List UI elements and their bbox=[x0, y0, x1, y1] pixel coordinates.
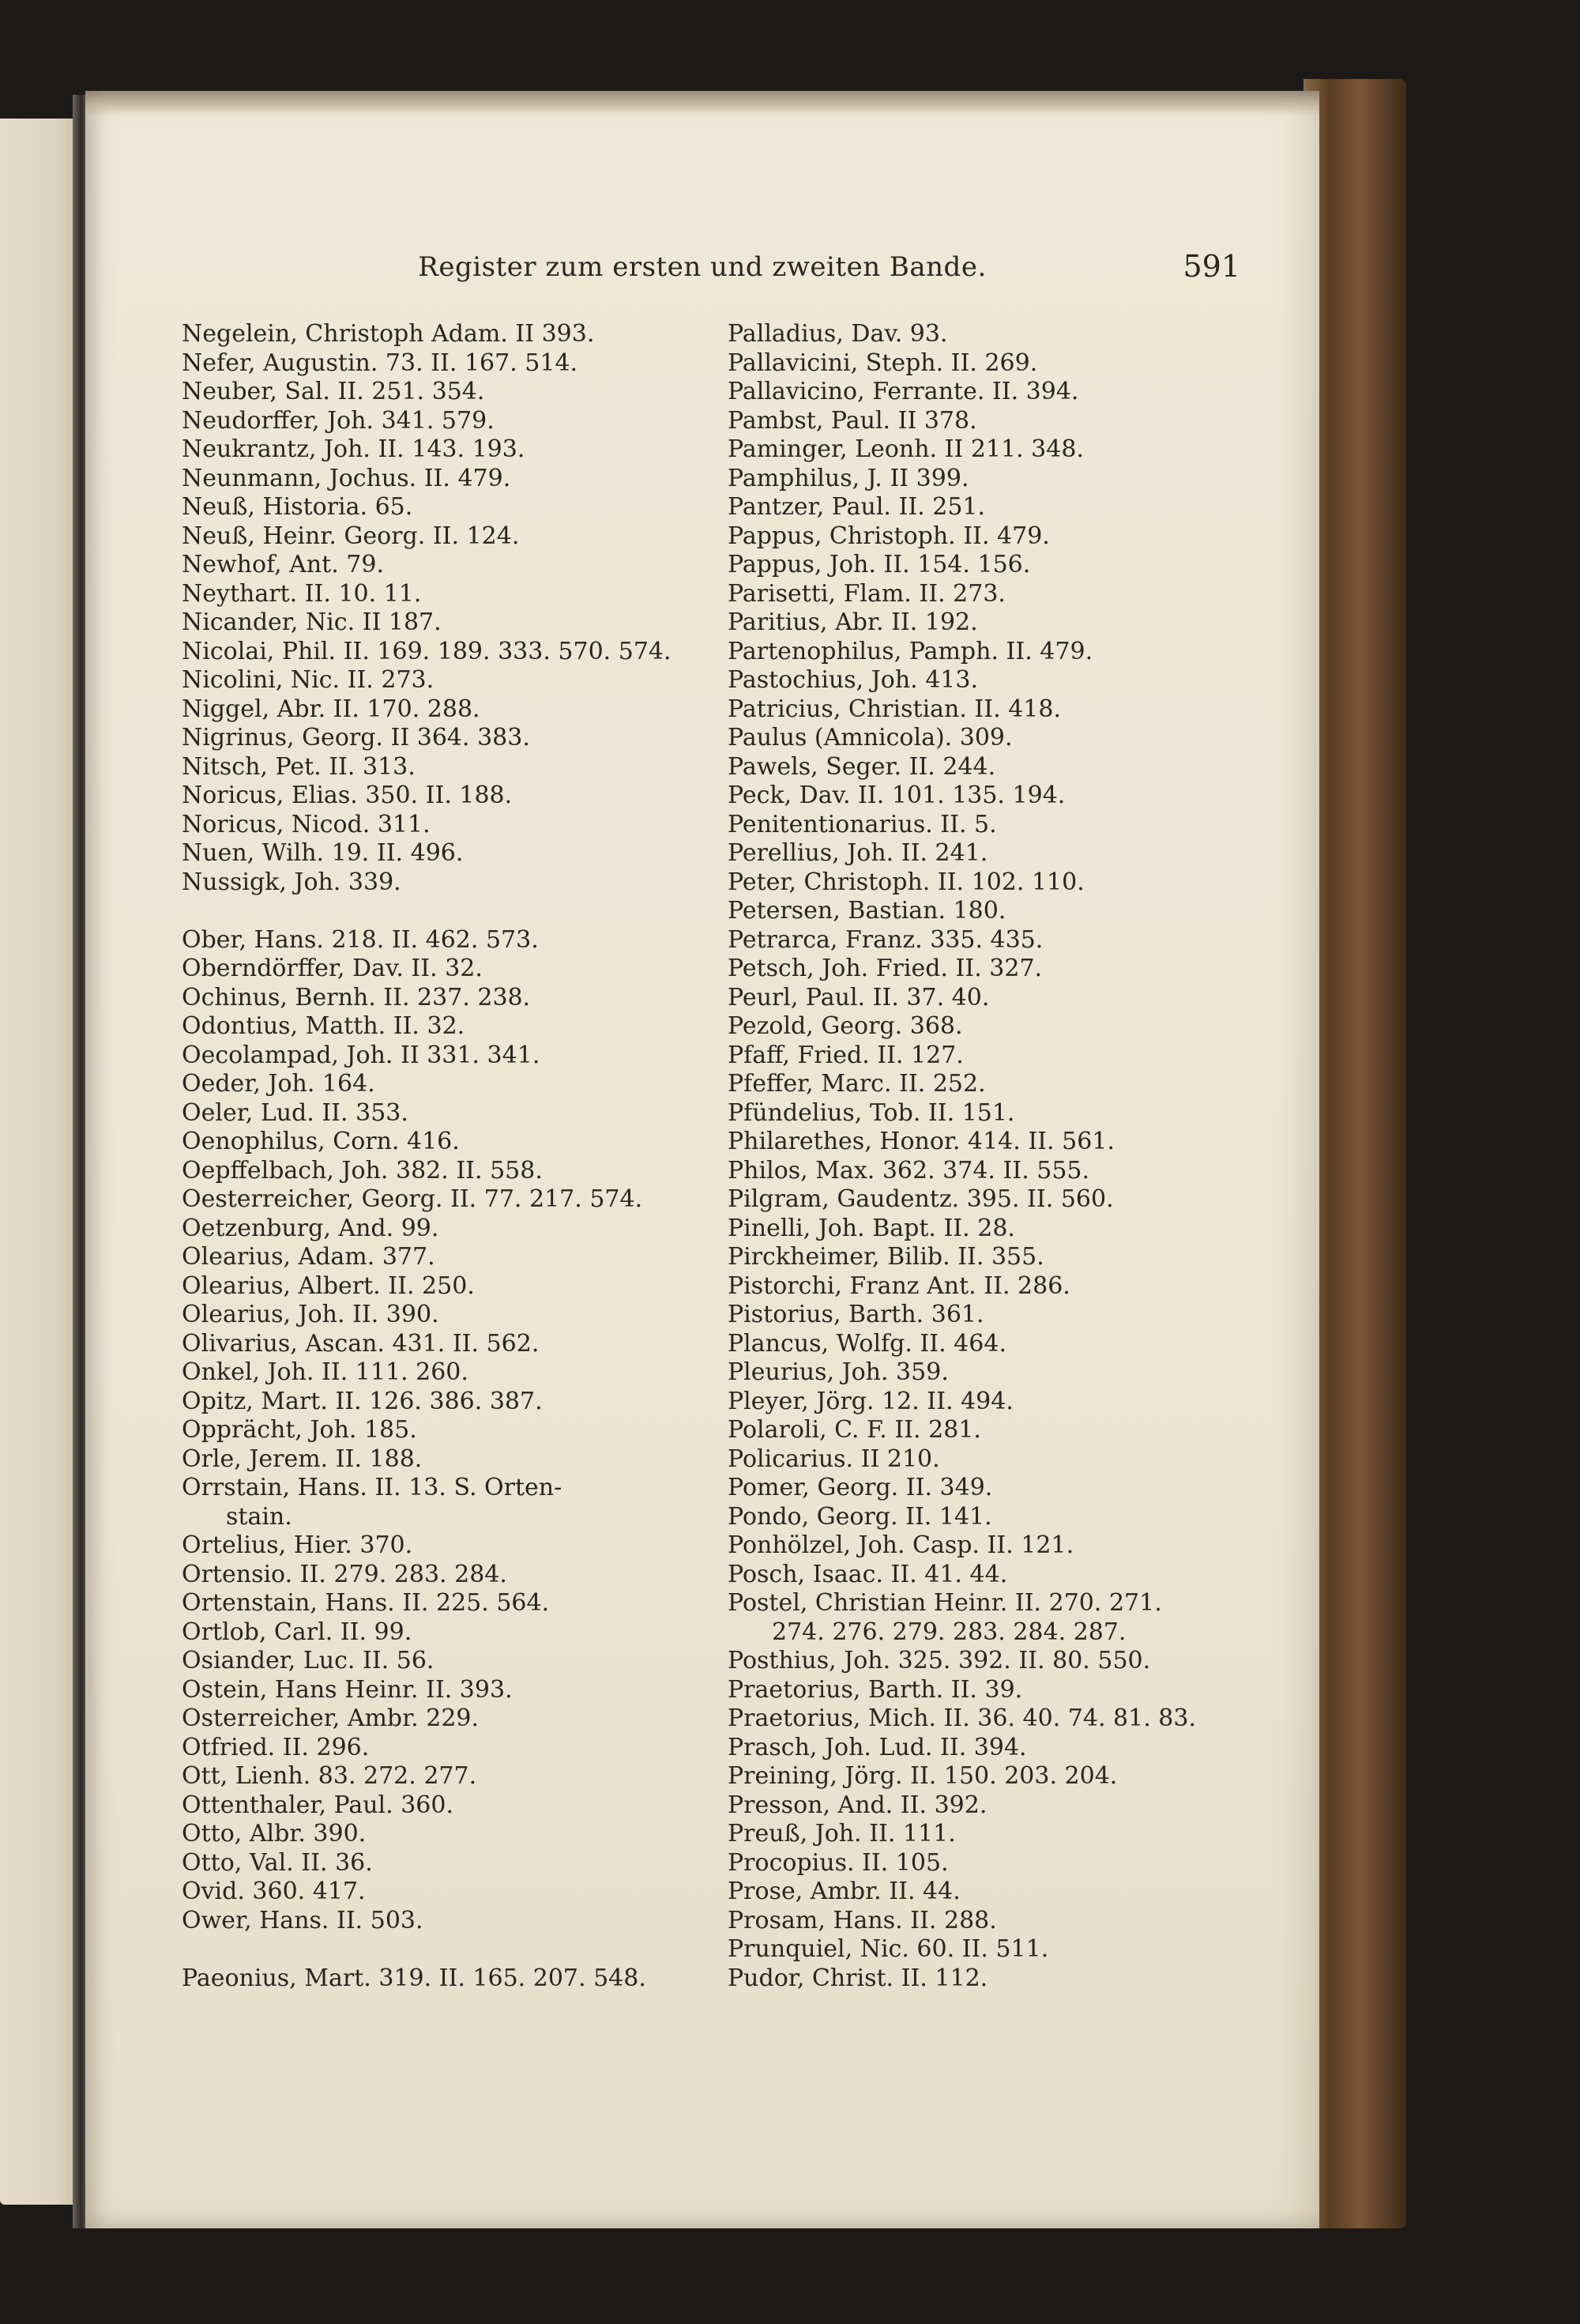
index-entry: Perellius, Joh. II. 241. bbox=[728, 839, 988, 867]
index-entry: Policarius. II 210. bbox=[728, 1444, 940, 1473]
index-entry: Olivarius, Ascan. 431. II. 562. bbox=[182, 1329, 540, 1358]
index-entry: Pappus, Christoph. II. 479. bbox=[728, 522, 1050, 550]
index-entry: Oesterreicher, Georg. II. 77. 217. 574. bbox=[182, 1185, 643, 1213]
index-entry: Neudorffer, Joh. 341. 579. bbox=[182, 406, 495, 435]
index-entry: Neuß, Historia. 65. bbox=[182, 493, 413, 521]
index-entry: Ott, Lienh. 83. 272. 277. bbox=[182, 1762, 477, 1790]
index-entry: Neuß, Heinr. Georg. II. 124. bbox=[182, 522, 520, 550]
index-entry: Partenophilus, Pamph. II. 479. bbox=[728, 637, 1093, 665]
index-entry: Paminger, Leonh. II 211. 348. bbox=[728, 435, 1084, 463]
index-entry: Paulus (Amnicola). 309. bbox=[728, 724, 1013, 751]
index-entry: Patricius, Christian. II. 418. bbox=[728, 695, 1062, 723]
index-entry: Pudor, Christ. II. 112. bbox=[728, 1964, 988, 1992]
index-entry: Postel, Christian Heinr. II. 270. 271. bbox=[728, 1589, 1162, 1617]
index-entry: Pantzer, Paul. II. 251. bbox=[728, 493, 986, 521]
index-entry: Palladius, Dav. 93. bbox=[728, 320, 948, 348]
section-gap bbox=[182, 897, 672, 926]
index-entry: Ortenstain, Hans. II. 225. 564. bbox=[182, 1589, 550, 1617]
index-entry: Pomer, Georg. II. 349. bbox=[728, 1474, 993, 1501]
index-entry: Petrarca, Franz. 335. 435. bbox=[728, 925, 1044, 954]
index-entry: Ortelius, Hier. 370. bbox=[182, 1531, 413, 1559]
index-entry: Polaroli, C. F. II. 281. bbox=[728, 1416, 981, 1444]
index-entry: Nicolini, Nic. II. 273. bbox=[182, 666, 434, 694]
index-entry: Ponhölzel, Joh. Casp. II. 121. bbox=[728, 1531, 1074, 1559]
index-entry: Pastochius, Joh. 413. bbox=[728, 666, 979, 694]
index-entry: Noricus, Nicod. 311. bbox=[182, 810, 431, 838]
index-entry: Neythart. II. 10. 11. bbox=[182, 579, 422, 608]
index-entry: Preining, Jörg. II. 150. 203. 204. bbox=[728, 1762, 1118, 1790]
index-entry: Oeder, Joh. 164. bbox=[182, 1070, 375, 1098]
index-entry: Pezold, Georg. 368. bbox=[728, 1012, 963, 1040]
index-column-right bbox=[728, 320, 1196, 1993]
index-entry: Praetorius, Barth. II. 39. bbox=[728, 1675, 1023, 1704]
index-entry: Petsch, Joh. Fried. II. 327. bbox=[728, 955, 1043, 982]
index-entry: Nussigk, Joh. 339. bbox=[182, 868, 401, 896]
index-entry: Otfried. II. 296. bbox=[182, 1733, 370, 1761]
index-entry: Ober, Hans. 218. II. 462. 573. bbox=[182, 925, 539, 954]
index-entry: Presson, And. II. 392. bbox=[728, 1791, 988, 1819]
index-entry: Ower, Hans. II. 503. bbox=[182, 1906, 423, 1934]
index-entry: Posch, Isaac. II. 41. 44. bbox=[728, 1560, 1008, 1588]
page-top-edge bbox=[85, 91, 1319, 116]
index-entry: Oepffelbach, Joh. 382. II. 558. bbox=[182, 1156, 543, 1185]
page-number: 591 bbox=[1183, 249, 1240, 284]
index-entry: Olearius, Adam. 377. bbox=[182, 1243, 435, 1271]
index-entry: Newhof, Ant. 79. bbox=[182, 551, 384, 578]
index-entry: Orrstain, Hans. II. 13. S. Orten- bbox=[182, 1474, 562, 1501]
index-entry: Olearius, Joh. II. 390. bbox=[182, 1301, 439, 1328]
index-entry: 274. 276. 279. 283. 284. 287. bbox=[772, 1618, 1127, 1646]
index-entry: Pleyer, Jörg. 12. II. 494. bbox=[728, 1387, 1014, 1415]
index-entry: Paeonius, Mart. 319. II. 165. 207. 548. bbox=[182, 1964, 646, 1992]
index-entry: Philarethes, Honor. 414. II. 561. bbox=[728, 1128, 1115, 1155]
index-entry: Pilgram, Gaudentz. 395. II. 560. bbox=[728, 1185, 1114, 1213]
index-entry: Ortlob, Carl. II. 99. bbox=[182, 1618, 412, 1646]
index-entry: Prunquiel, Nic. 60. II. 511. bbox=[728, 1935, 1049, 1963]
index-entry: Opitz, Mart. II. 126. 386. 387. bbox=[182, 1387, 543, 1415]
index-entry: Pallavicini, Steph. II. 269. bbox=[728, 348, 1038, 377]
index-entry: Pleurius, Joh. 359. bbox=[728, 1358, 949, 1386]
index-entry: Peck, Dav. II. 101. 135. 194. bbox=[728, 782, 1066, 809]
index-entry: Ovid. 360. 417. bbox=[182, 1878, 366, 1905]
index-entry: stain. bbox=[226, 1502, 292, 1531]
index-entry: Pambst, Paul. II 378. bbox=[728, 406, 977, 435]
index-entry: Otto, Val. II. 36. bbox=[182, 1848, 373, 1877]
index-entry: Ortensio. II. 279. 283. 284. bbox=[182, 1560, 507, 1588]
index-entry: Onkel, Joh. II. 111. 260. bbox=[182, 1358, 468, 1386]
index-entry: Peter, Christoph. II. 102. 110. bbox=[728, 868, 1085, 896]
index-entry: Oetzenburg, And. 99. bbox=[182, 1214, 439, 1242]
index-entry: Neunmann, Jochus. II. 479. bbox=[182, 464, 511, 492]
section-gap bbox=[182, 1935, 672, 1964]
index-entry: Pfündelius, Tob. II. 151. bbox=[728, 1098, 1015, 1127]
index-entry: Oenophilus, Corn. 416. bbox=[182, 1128, 460, 1155]
index-entry: Pistorchi, Franz Ant. II. 286. bbox=[728, 1271, 1070, 1300]
index-entry: Philos, Max. 362. 374. II. 555. bbox=[728, 1156, 1090, 1185]
index-entry: Pirckheimer, Bilib. II. 355. bbox=[728, 1243, 1044, 1271]
index-entry: Preuß, Joh. II. 111. bbox=[728, 1820, 956, 1848]
index-entry: Orle, Jerem. II. 188. bbox=[182, 1444, 423, 1473]
index-entry: Paritius, Abr. II. 192. bbox=[728, 608, 978, 636]
index-entry: Praetorius, Mich. II. 36. 40. 74. 81. 83. bbox=[728, 1704, 1196, 1732]
index-entry: Pawels, Seger. II. 244. bbox=[728, 752, 996, 781]
index-entry: Oecolampad, Joh. II 331. 341. bbox=[182, 1041, 540, 1069]
index-entry: Pfeffer, Marc. II. 252. bbox=[728, 1070, 986, 1098]
index-entry: Opprächt, Joh. 185. bbox=[182, 1416, 417, 1444]
index-entry: Odontius, Matth. II. 32. bbox=[182, 1012, 465, 1040]
index-entry: Plancus, Wolfg. II. 464. bbox=[728, 1329, 1006, 1358]
index-entry: Nigrinus, Georg. II 364. 383. bbox=[182, 724, 530, 751]
index-entry: Oeler, Lud. II. 353. bbox=[182, 1098, 408, 1127]
index-entry: Nicolai, Phil. II. 169. 189. 333. 570. 574. bbox=[182, 637, 672, 665]
index-entry: Pamphilus, J. II 399. bbox=[728, 464, 969, 492]
index-entry: Peurl, Paul. II. 37. 40. bbox=[728, 983, 990, 1011]
index-entry: Nitsch, Pet. II. 313. bbox=[182, 752, 416, 781]
index-entry: Prasch, Joh. Lud. II. 394. bbox=[728, 1733, 1027, 1761]
index-entry: Parisetti, Flam. II. 273. bbox=[728, 579, 1006, 608]
index-entry: Pfaff, Fried. II. 127. bbox=[728, 1041, 964, 1069]
index-entry: Ottenthaler, Paul. 360. bbox=[182, 1791, 454, 1819]
index-column-left bbox=[182, 320, 672, 1993]
index-entry: Pinelli, Joh. Bapt. II. 28. bbox=[728, 1214, 1015, 1242]
index-entry: Posthius, Joh. 325. 392. II. 80. 550. bbox=[728, 1647, 1151, 1674]
index-entry: Osiander, Luc. II. 56. bbox=[182, 1647, 434, 1674]
index-entry: Osterreicher, Ambr. 229. bbox=[182, 1704, 480, 1732]
index-entry: Neukrantz, Joh. II. 143. 193. bbox=[182, 435, 525, 463]
running-head: Register zum ersten und zweiten Bande. bbox=[418, 251, 987, 283]
index-entry: Pistorius, Barth. 361. bbox=[728, 1301, 984, 1328]
index-entry: Niggel, Abr. II. 170. 288. bbox=[182, 695, 480, 723]
index-entry: Neuber, Sal. II. 251. 354. bbox=[182, 378, 485, 405]
index-entry: Pallavicino, Ferrante. II. 394. bbox=[728, 378, 1079, 405]
index-entry: Otto, Albr. 390. bbox=[182, 1820, 367, 1848]
index-entry: Nefer, Augustin. 73. II. 167. 514. bbox=[182, 348, 578, 377]
index-entry: Petersen, Bastian. 180. bbox=[728, 897, 1006, 925]
facing-page-edge bbox=[0, 119, 79, 2205]
index-entry: Pappus, Joh. II. 154. 156. bbox=[728, 551, 1031, 578]
index-entry: Negelein, Christoph Adam. II 393. bbox=[182, 320, 595, 348]
index-entry: Ochinus, Bernh. II. 237. 238. bbox=[182, 983, 531, 1011]
index-entry: Noricus, Elias. 350. II. 188. bbox=[182, 782, 513, 809]
index-entry: Nuen, Wilh. 19. II. 496. bbox=[182, 839, 464, 867]
index-entry: Olearius, Albert. II. 250. bbox=[182, 1271, 475, 1300]
book-page bbox=[85, 91, 1319, 2228]
index-entry: Prosam, Hans. II. 288. bbox=[728, 1906, 997, 1934]
index-entry: Prose, Ambr. II. 44. bbox=[728, 1878, 961, 1905]
index-entry: Penitentionarius. II. 5. bbox=[728, 810, 997, 838]
index-entry: Nicander, Nic. II 187. bbox=[182, 608, 442, 636]
index-entry: Ostein, Hans Heinr. II. 393. bbox=[182, 1675, 513, 1704]
index-entry: Oberndörffer, Dav. II. 32. bbox=[182, 955, 483, 982]
index-entry: Procopius. II. 105. bbox=[728, 1848, 949, 1877]
index-entry: Pondo, Georg. II. 141. bbox=[728, 1502, 992, 1531]
